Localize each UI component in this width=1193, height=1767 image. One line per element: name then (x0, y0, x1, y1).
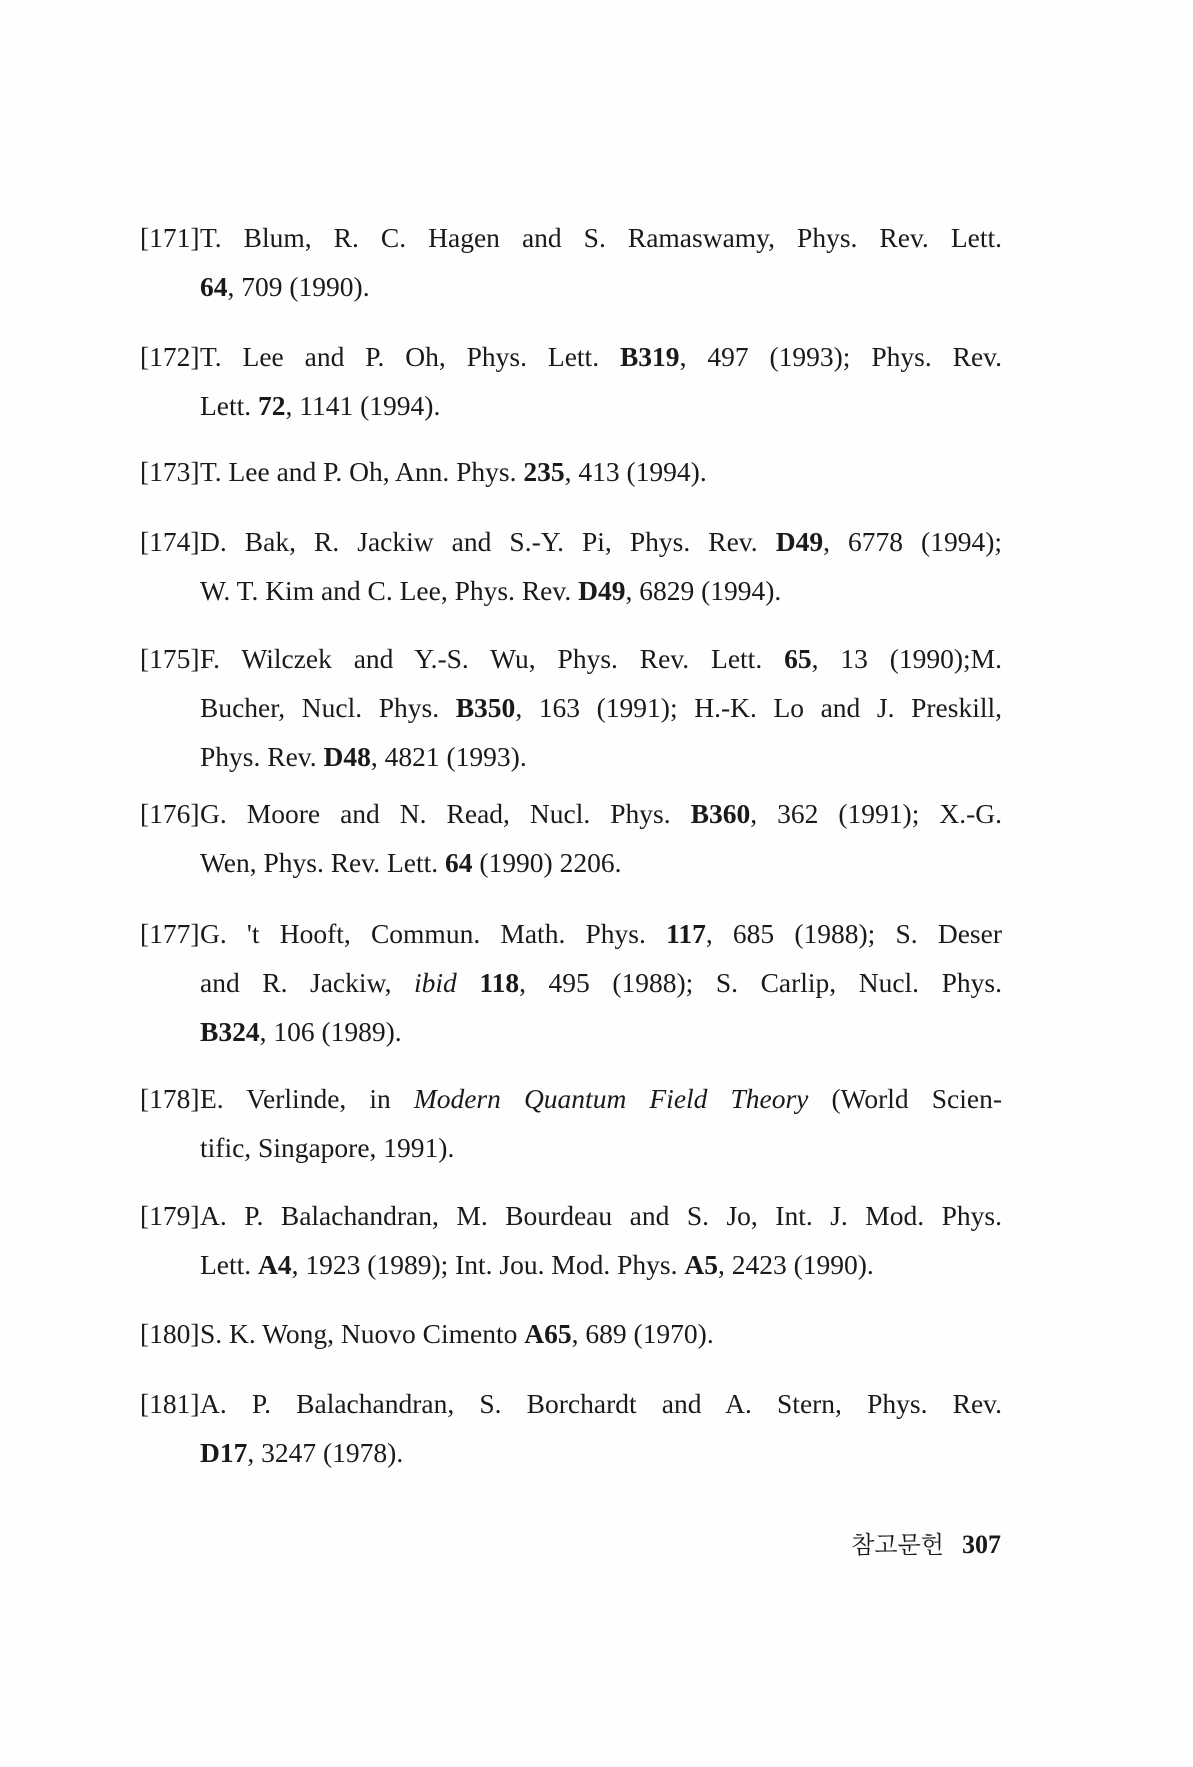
reference-entry (140, 798, 1002, 896)
reference-text: , 495 (1988); S. Carlip, Nucl. Phys. (519, 967, 1002, 998)
reference-entry (140, 643, 1002, 790)
reference-number: [179] (140, 1200, 200, 1231)
volume-number: B319 (619, 341, 680, 372)
reference-line (200, 390, 440, 422)
reference-text: , 2423 (1990). (717, 1249, 874, 1280)
reference-text: , 106 (1989). (259, 1016, 402, 1047)
reference-entry (140, 918, 1002, 1065)
reference-entry (140, 1083, 1002, 1181)
reference-text: T. Blum, R. C. Hagen and S. Ramaswamy, Phys. Rev. Lett. (200, 222, 1002, 253)
volume-number: 235 (523, 456, 565, 487)
reference-number: [178] (140, 1083, 200, 1114)
volume-number: D48 (323, 741, 371, 772)
reference-text: G. 't Hooft, Commun. Math. Phys. (200, 918, 667, 949)
volume-number: 72 (258, 390, 286, 421)
volume-number: D17 (200, 1437, 248, 1468)
reference-text: tific, Singapore, 1991). (200, 1132, 455, 1163)
reference-entry (140, 1388, 1002, 1486)
reference-number: [181] (140, 1388, 200, 1419)
reference-line (200, 1200, 1002, 1236)
reference-line (200, 692, 1002, 728)
section-title: 참고문헌 (851, 1531, 944, 1559)
reference-line (200, 526, 1002, 562)
volume-number: B350 (455, 692, 516, 723)
italic-title: Modern Quantum Field Theory (413, 1083, 809, 1114)
reference-text: (1990) 2206. (472, 847, 622, 878)
reference-text: Lett. (200, 390, 259, 421)
volume-number: A5 (684, 1249, 718, 1280)
reference-line (200, 575, 781, 607)
reference-entry (140, 1318, 1002, 1367)
reference-text: S. K. Wong, Nuovo Cimento (200, 1318, 525, 1349)
reference-text: (World Scien- (808, 1083, 1002, 1114)
page-footer (851, 1525, 1001, 1560)
reference-line (200, 1388, 1002, 1424)
reference-line (200, 1083, 1002, 1119)
reference-line (200, 798, 1002, 834)
reference-text: Wen, Phys. Rev. Lett. (200, 847, 446, 878)
reference-text: , 413 (1994). (564, 456, 707, 487)
reference-text: , 13 (1990);M. (811, 643, 1002, 674)
reference-number: [173] (140, 456, 200, 487)
reference-text: G. Moore and N. Read, Nucl. Phys. (200, 798, 691, 829)
reference-text: , 1141 (1994). (285, 390, 441, 421)
volume-number: D49 (578, 575, 626, 606)
reference-text: , 689 (1970). (571, 1318, 714, 1349)
reference-text: , 163 (1991); H.-K. Lo and J. Preskill, (515, 692, 1002, 723)
reference-line (200, 1249, 874, 1281)
reference-line (200, 967, 1002, 1003)
reference-number: [175] (140, 643, 200, 674)
reference-number: [177] (140, 918, 200, 949)
volume-number: 64 (200, 271, 228, 302)
volume-number: B360 (690, 798, 751, 829)
reference-text: Phys. Rev. (200, 741, 324, 772)
reference-line (200, 271, 370, 303)
reference-text: , 709 (1990). (227, 271, 370, 302)
reference-line (200, 1016, 402, 1048)
volume-number: A65 (524, 1318, 572, 1349)
reference-entry (140, 526, 1002, 624)
reference-text (457, 967, 480, 998)
reference-number: [174] (140, 526, 200, 557)
reference-text: , 6829 (1994). (625, 575, 782, 606)
volume-number: 65 (784, 643, 812, 674)
reference-text: , 3247 (1978). (247, 1437, 404, 1468)
reference-text: D. Bak, R. Jackiw and S.-Y. Pi, Phys. Rev. (200, 526, 776, 557)
reference-text: , 6778 (1994); (823, 526, 1002, 557)
reference-line (200, 222, 1002, 258)
reference-text: , 362 (1991); X.-G. (750, 798, 1002, 829)
reference-text: F. Wilczek and Y.-S. Wu, Phys. Rev. Lett. (200, 643, 785, 674)
reference-entry (140, 456, 1002, 505)
reference-number: [172] (140, 341, 200, 372)
reference-line (200, 1437, 403, 1469)
volume-number: 117 (666, 918, 706, 949)
reference-line (200, 643, 1002, 679)
reference-entry (140, 222, 1002, 320)
volume-number: A4 (258, 1249, 292, 1280)
italic-title: ibid (414, 967, 457, 998)
reference-text: , 4821 (1993). (370, 741, 527, 772)
reference-entry (140, 341, 1002, 439)
reference-text: A. P. Balachandran, M. Bourdeau and S. Jo, Int. J. Mod. Phys. (200, 1200, 1002, 1231)
reference-text: T. Lee and P. Oh, Phys. Lett. (200, 341, 620, 372)
reference-number: [176] (140, 798, 200, 829)
page-number: 307 (962, 1530, 1001, 1559)
reference-number: [171] (140, 222, 200, 253)
volume-number: D49 (775, 526, 824, 557)
reference-text: W. T. Kim and C. Lee, Phys. Rev. (200, 575, 579, 606)
reference-text: , 1923 (1989); Int. Jou. Mod. Phys. (291, 1249, 685, 1280)
reference-text: Lett. (200, 1249, 259, 1280)
reference-line (200, 341, 1002, 377)
reference-line (200, 847, 621, 879)
reference-text: , 685 (1988); S. Deser (705, 918, 1002, 949)
reference-text: A. P. Balachandran, S. Borchardt and A. Stern, Phys. Rev. (200, 1388, 1002, 1419)
reference-text: Bucher, Nucl. Phys. (200, 692, 456, 723)
reference-line (200, 456, 707, 488)
reference-number: [180] (140, 1318, 200, 1349)
volume-number: 118 (479, 967, 520, 998)
reference-entry (140, 1200, 1002, 1298)
reference-line (200, 918, 1002, 954)
reference-text: , 497 (1993); Phys. Rev. (679, 341, 1002, 372)
reference-text: E. Verlinde, in (200, 1083, 414, 1114)
reference-line (200, 741, 527, 773)
reference-text: T. Lee and P. Oh, Ann. Phys. (200, 456, 524, 487)
volume-number: 64 (445, 847, 473, 878)
reference-text: and R. Jackiw, (200, 967, 415, 998)
reference-line (200, 1318, 714, 1350)
reference-line (200, 1132, 454, 1164)
volume-number: B324 (200, 1016, 260, 1047)
